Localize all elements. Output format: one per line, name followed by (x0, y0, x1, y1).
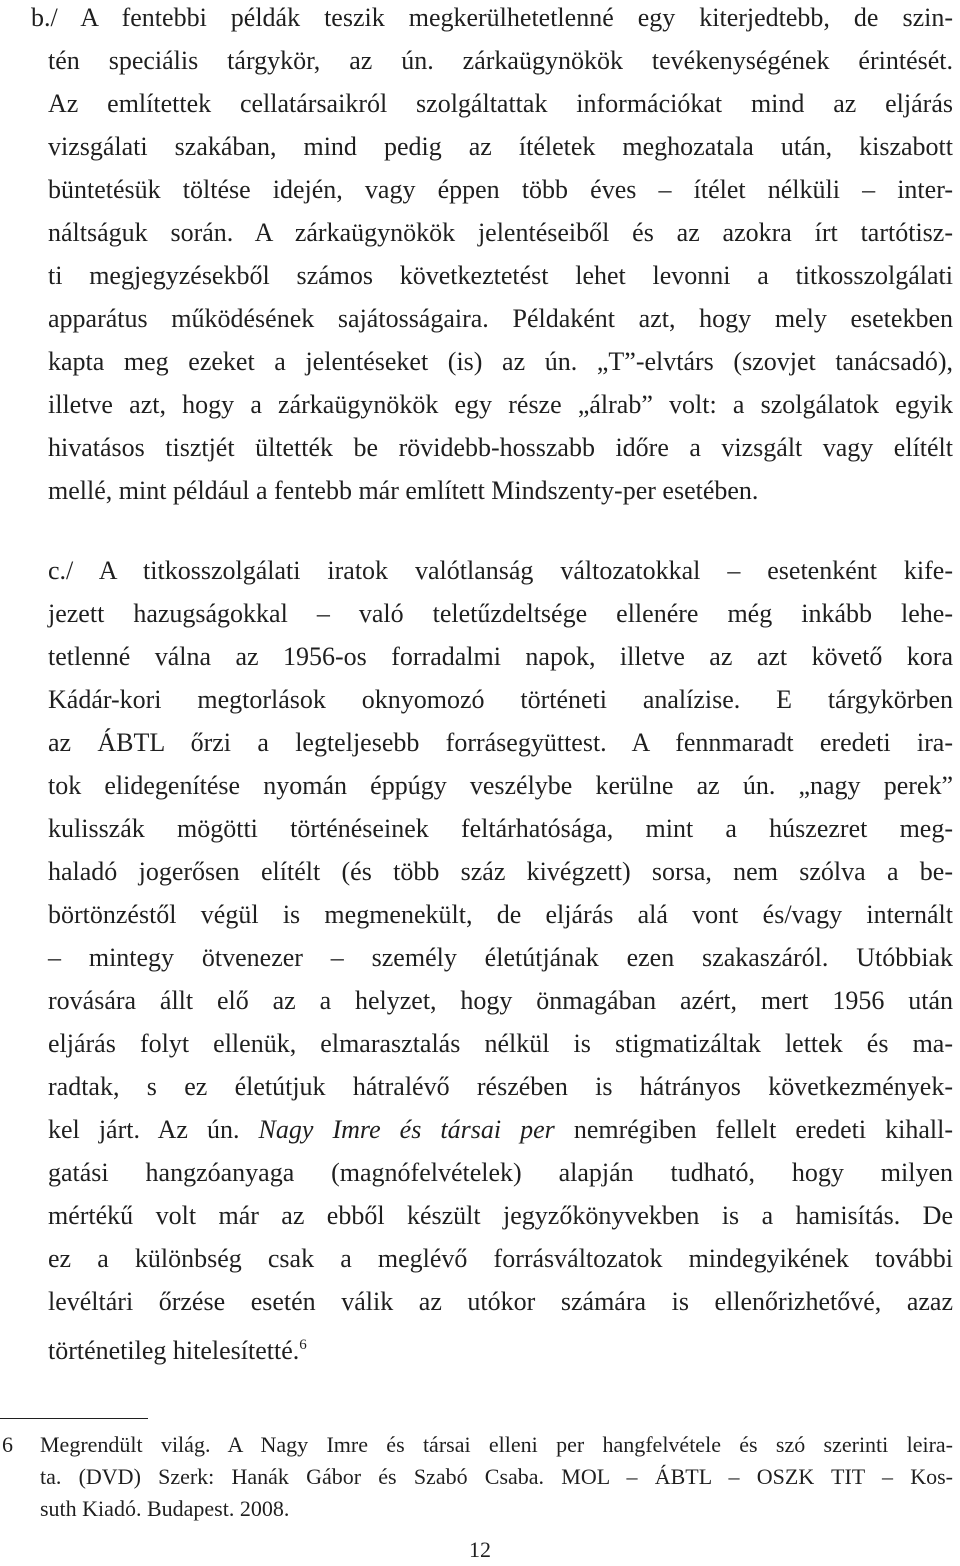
paragraph-c-line-5: az ÁBTL őrzi a legteljesebb forrásegyüttest. A fennmaradt eredeti ira- (48, 728, 953, 757)
paragraph-b-line-12: mellé, mint például a fentebb már említett Mindszenty-per esetében. (48, 476, 759, 505)
footnote-line-2: ta. (DVD) Szerk: Hanák Gábor és Szabó Csaba. MOL – ÁBTL – OSZK TIT – Kos- (40, 1464, 953, 1489)
text-run: nemrégiben fellelt eredeti kihall- (554, 1115, 954, 1144)
page-number: 12 (469, 1537, 491, 1562)
paragraph-c-line-2: jezett hazugságokkal – való teletűzdeltsége ellenére még inkább lehe- (48, 599, 953, 628)
paragraph-c-line-3: tetlenné válna az 1956-os forradalmi napok, illetve az azt követő kora (48, 642, 953, 671)
paragraph-c-line-10: – mintegy ötvenezer – személy életútjának ezen szakaszáról. Utóbbiak (48, 943, 953, 972)
paragraph-c-line-11: rovására állt elő az a helyzet, hogy önmagában azért, mert 1956 után (48, 986, 953, 1015)
paragraph-c-line-1: c./ A titkosszolgálati iratok valótlanság változatokkal – esetenként kife- (48, 556, 953, 585)
paragraph-c-line-9: börtönzéstől végül is megmenekült, de eljárás alá vont és/vagy internált (48, 900, 953, 929)
paragraph-c-line-14 (48, 1114, 953, 1146)
paragraph-c-line-16: mértékű volt már az ebből készült jegyzőkönyvekben is a hamisítás. De (48, 1201, 953, 1230)
paragraph-c-line-12: eljárás folyt ellenük, elmarasztalás nélkül is stigmatizáltak lettek és ma- (48, 1029, 953, 1058)
paragraph-b-line-11: hivatásos tisztjét ültették be rövidebb-hosszabb időre a vizsgált vagy elítélt (48, 433, 953, 462)
text-run: kel járt. Az ún. (48, 1115, 259, 1144)
footnote-reference: 6 (299, 1337, 307, 1353)
paragraph-b-line-6: náltságuk során. A zárkaügynökök jelentéseiből és az azokra írt tartótisz- (48, 218, 953, 247)
paragraph-c-line-4: Kádár-kori megtorlások oknyomozó történeti analízise. E tárgykörben (48, 685, 953, 714)
paragraph-b-line-2: tén speciális tárgykör, az ún. zárkaügynökök tevékenységének érintését. (48, 46, 953, 75)
paragraph-c-line-8: haladó jogerősen elítélt (és több száz kivégzett) sorsa, nem szólva a be- (48, 857, 953, 886)
paragraph-c-line-7: kulisszák mögötti történéseinek feltárhatósága, mint a húszezret meg- (48, 814, 953, 843)
paragraph-c-line-13: radtak, s ez életútjuk hátralévő részében is hátrányos következmények- (48, 1072, 953, 1101)
paragraph-b-line-1: b./ A fentebbi példák teszik megkerülhetetlenné egy kiterjedtebb, de szin- (31, 3, 953, 32)
footnote-divider (0, 1418, 148, 1419)
paragraph-c-line-6: tok elidegenítése nyomán éppúgy veszélybe kerülne az ún. „nagy perek” (48, 771, 953, 800)
paragraph-c-line-19 (48, 1329, 953, 1367)
text-run: történetileg hitelesítetté. (48, 1336, 300, 1365)
footnote-line-3: suth Kiadó. Budapest. 2008. (40, 1496, 290, 1521)
paragraph-b-line-7: ti megjegyzésekből számos következtetést lehet levonni a titkosszolgálati (48, 261, 953, 290)
paragraph-b-line-5: büntetésük töltése idején, vagy éppen több éves – ítélet nélküli – inter- (48, 175, 953, 204)
paragraph-c-line-17: ez a különbség csak a meglévő forrásváltozatok mindegyikének további (48, 1244, 953, 1273)
paragraph-c-line-15: gatási hangzóanyaga (magnófelvételek) alapján tudható, hogy milyen (48, 1158, 953, 1187)
paragraph-b-line-4: vizsgálati szakában, mind pedig az ítéletek meghozatala után, kiszabott (48, 132, 953, 161)
paragraph-b-line-10: illetve azt, hogy a zárkaügynökök egy része „álrab” volt: a szolgálatok egyik (48, 390, 953, 419)
paragraph-b-line-3: Az említettek cellatársaikról szolgáltattak információkat mind az eljárás (48, 89, 953, 118)
paragraph-c-line-18: levéltári őrzése esetén válik az utókor számára is ellenőrizhetővé, azaz (48, 1287, 953, 1316)
paragraph-b-line-8: apparátus működésének sajátosságaira. Példaként azt, hogy mely esetekben (48, 304, 953, 333)
footnote-number: 6 (2, 1432, 13, 1457)
paragraph-b-line-9: kapta meg ezeket a jelentéseket (is) az ún. „T”-elvtárs (szovjet tanácsadó), (48, 347, 953, 376)
footnote-line-1: Megrendült világ. A Nagy Imre és társai elleni per hangfelvétele és szó szerinti leira- (40, 1432, 953, 1457)
italic-case-title: Nagy Imre és társai per (258, 1115, 555, 1144)
